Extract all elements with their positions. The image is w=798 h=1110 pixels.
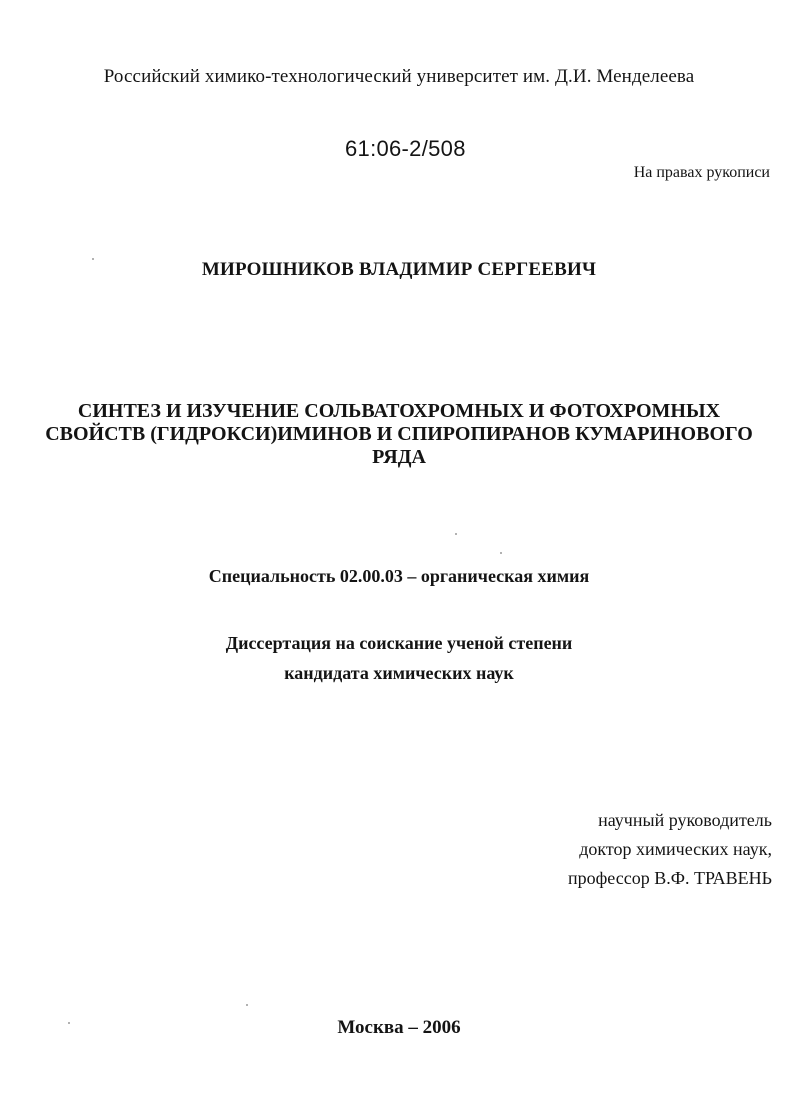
scan-speck (246, 1004, 248, 1006)
degree-line-1: Диссертация на соискание ученой степени (225, 633, 573, 653)
city-year: Москва – 2006 (337, 1017, 461, 1038)
supervisor-line-2: доктор химических наук, (579, 839, 772, 859)
scan-speck (68, 1022, 70, 1024)
university-name: Российский химико-технологический университет им. Д.И. Менделеева (103, 66, 695, 87)
title-line-2: СВОЙСТВ (ГИДРОКСИ)ИМИНОВ И СПИРОПИРАНОВ КУМАРИНОВОГО (45, 423, 753, 445)
archive-code: 61:06-2/508 (345, 136, 466, 161)
specialty-line: Специальность 02.00.03 – органическая химия (208, 566, 590, 586)
scan-speck (500, 552, 502, 554)
supervisor-block (372, 806, 772, 893)
degree-statement (0, 628, 798, 688)
degree-line-2: кандидата химических наук (284, 663, 514, 683)
manuscript-rights-note: На правах рукописи (633, 164, 770, 181)
title-line-3: РЯДА (372, 446, 426, 468)
title-line-1: СИНТЕЗ И ИЗУЧЕНИЕ СОЛЬВАТОХРОМНЫХ И ФОТОХРОМНЫХ (77, 400, 721, 422)
dissertation-title (40, 400, 758, 469)
scan-speck (455, 533, 457, 535)
scan-speck (92, 258, 94, 260)
supervisor-line-1: научный руководитель (598, 810, 772, 830)
supervisor-line-3: профессор В.Ф. ТРАВЕНЬ (568, 868, 772, 888)
author-name: МИРОШНИКОВ ВЛАДИМИР СЕРГЕЕВИЧ (201, 259, 597, 280)
